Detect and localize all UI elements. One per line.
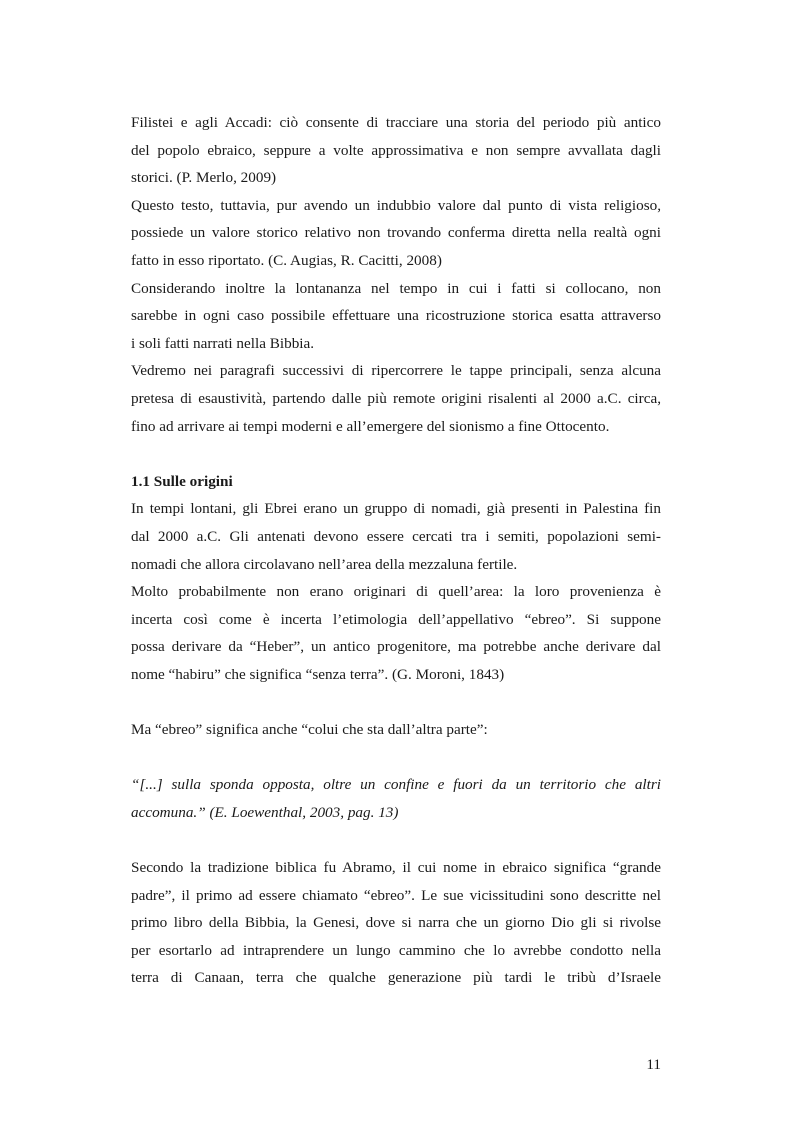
text-line: per esortarlo ad intraprendere un lungo cammino che lo avrebbe condotto nella [131,941,661,959]
paragraph-gap [131,826,661,854]
paragraph [131,357,661,440]
paragraph-gap [131,440,661,468]
text-line: accomuna.” (E. Loewenthal, 2003, pag. 13) [131,803,399,821]
paragraph [131,275,661,358]
text-line: Secondo la tradizione biblica fu Abramo, il cui nome in ebraico significa “grande [131,859,661,877]
paragraph [131,716,661,744]
text-line: storici. (P. Merlo, 2009) [131,169,277,187]
text-line: possa derivare da “Heber”, un antico progenitore, ma potrebbe anche derivare dal [131,638,661,656]
text-line: del popolo ebraico, seppure a volte approssimativa e non sempre avvallata dagli [131,141,661,159]
paragraph [131,192,661,275]
text-line: incerta così come è incerta l’etimologia dell’appellativo “ebreo”. Si suppone [131,610,661,628]
text-line: primo libro della Bibbia, la Genesi, dove si narra che un giorno Dio gli si rivolse [131,914,661,932]
text-line: terra di Canaan, terra che qualche generazione più tardi le tribù d’Israele [131,969,661,987]
text-line: padre”, il primo ad essere chiamato “ebreo”. Le sue vicissitudini sono descritte nel [131,886,661,904]
text-line: Considerando inoltre la lontananza nel tempo in cui i fatti si collocano, non [131,279,661,297]
text-line: “[...] sulla sponda opposta, oltre un confine e fuori da un territorio che altri [131,776,661,794]
paragraph [131,578,661,688]
text-line: Filistei e agli Accadi: ciò consente di tracciare una storia del periodo più antico [131,114,661,131]
text-line: 1.1 Sulle origini [131,472,233,490]
paragraph-gap [131,744,661,772]
document-page-body [131,109,661,992]
text-line: possiede un valore storico relativo non trovando conferma diretta nella realtà ogni [131,224,661,242]
paragraph [131,109,661,192]
text-line: nome “habiru” che significa “senza terra”. (G. Moroni, 1843) [131,665,505,683]
text-line: fatto in esso riportato. (C. Augias, R. Cacitti, 2008) [131,251,442,269]
text-line: sarebbe in ogni caso possibile effettuare una ricostruzione storica esatta attraverso [131,307,661,325]
paragraph [131,495,661,578]
text-line: Questo testo, tuttavia, pur avendo un indubbio valore dal punto di vista religioso, [131,196,661,214]
block-quote [131,771,661,826]
text-line: Molto probabilmente non erano originari di quell’area: la loro provenienza è [131,583,661,601]
page-number: 11 [646,1056,661,1073]
text-line: pretesa di esaustività, partendo dalle più remote origini risalenti al 2000 a.C. circa, [131,389,661,407]
text-line: In tempi lontani, gli Ebrei erano un gruppo di nomadi, già presenti in Palestina fin [131,500,661,518]
text-line: i soli fatti narrati nella Bibbia. [131,334,315,352]
section-heading [131,468,661,496]
text-line: fino ad arrivare ai tempi moderni e all’emergere del sionismo a fine Ottocento. [131,417,610,435]
text-line: dal 2000 a.C. Gli antenati devono essere cercati tra i semiti, popolazioni semi- [131,527,661,545]
paragraph-gap [131,688,661,716]
text-line: nomadi che allora circolavano nell’area della mezzaluna fertile. [131,555,518,573]
paragraph [131,854,661,992]
text-line: Vedremo nei paragrafi successivi di ripercorrere le tappe principali, senza alcuna [131,362,661,380]
text-line: Ma “ebreo” significa anche “colui che sta dall’altra parte”: [131,721,488,739]
